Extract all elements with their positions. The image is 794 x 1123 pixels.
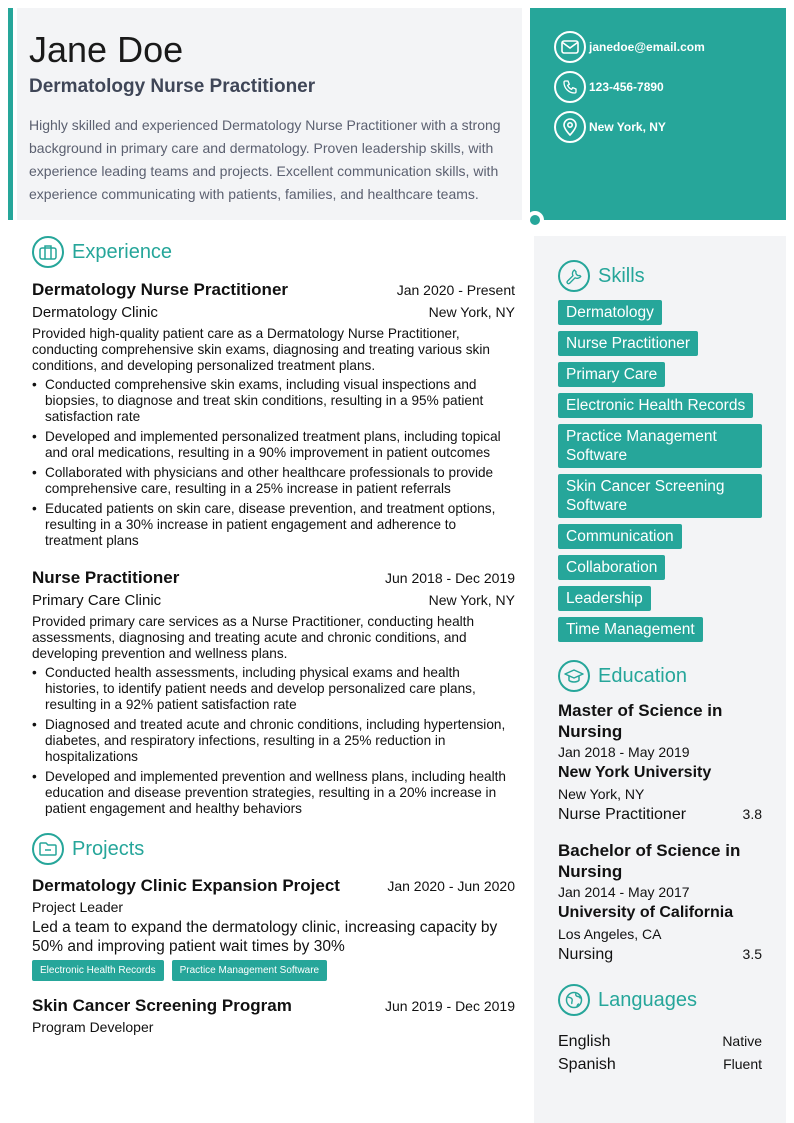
decorative-dot (526, 211, 544, 229)
skill-badge: Electronic Health Records (558, 393, 753, 418)
skill-badge: Communication (558, 524, 682, 549)
education-header (558, 660, 762, 692)
education-dates: Jan 2018 - May 2019 (558, 744, 690, 760)
skill-badge: Skin Cancer Screening Software (558, 474, 762, 518)
language-name: Spanish (558, 1056, 616, 1073)
job-organization: Dermatology Clinic (32, 304, 158, 321)
projects-header (32, 833, 515, 865)
wrench-icon (558, 260, 590, 292)
location-text: New York, NY (589, 120, 666, 134)
education-gpa: 3.5 (742, 946, 762, 962)
project-role: Project Leader (32, 899, 124, 915)
job-bullet: • Conducted health assessments, including physical exams and health histories, to identify patient needs and develop personalized care plans, resulting in a 92% patient satisfaction rate (32, 665, 515, 713)
job-bullet: • Conducted comprehensive skin exams, including visual inspections and biopsies, to diagnose and treat skin conditions, resulting in a 95% patient satisfaction rate (32, 377, 515, 425)
education-location: Los Angeles, CA (558, 926, 662, 942)
project-tags (32, 960, 515, 981)
skills-title: Skills (598, 264, 645, 287)
education-gpa: 3.8 (742, 806, 762, 822)
job-title: Nurse Practitioner (32, 568, 180, 587)
map-pin-icon (554, 111, 586, 143)
contact-panel (530, 8, 786, 220)
job-organization: Primary Care Clinic (32, 592, 162, 609)
job-location: New York, NY (428, 304, 515, 320)
contact-email[interactable] (554, 31, 786, 63)
project-title: Dermatology Clinic Expansion Project (32, 876, 340, 895)
skills-list (558, 300, 762, 648)
skill-badge: Time Management (558, 617, 703, 642)
header-panel (17, 8, 522, 220)
education-degree: Master of Science in Nursing (558, 701, 723, 741)
education-field: Nurse Practitioner (558, 806, 687, 823)
job-description: Provided primary care services as a Nurse Practitioner, conducting health assessments, diagnosing and treating acute and chronic conditions, and developing prevention and wellness plans. (32, 614, 475, 661)
skill-badge: Collaboration (558, 555, 665, 580)
candidate-title: Dermatology Nurse Practitioner (29, 76, 316, 97)
contact-phone[interactable] (554, 71, 786, 103)
skill-badge: Dermatology (558, 300, 662, 325)
job-description: Provided high-quality patient care as a Dermatology Nurse Practitioner, conducting comprehensive skin exams, diagnosing and treating various skin conditions, and developing personalized treatment plans. (32, 326, 490, 373)
education-school: New York University (558, 764, 712, 781)
job-title: Dermatology Nurse Practitioner (32, 280, 289, 299)
job-bullet: • Educated patients on skin care, disease prevention, and treatment options, resulting in a 30% increase in patient engagement and adherence to treatment plans (32, 501, 515, 549)
project-tag: Electronic Health Records (32, 960, 164, 981)
profile-summary: Highly skilled and experienced Dermatology Nurse Practitioner with a strong background in primary care and dermatology. Proven leadership skills, with experience leading teams and projects. Excellent communication skills, with experience communicating with patients, families, and healthcare teams. (29, 117, 501, 202)
project-dates: Jun 2019 - Dec 2019 (385, 998, 515, 1014)
skill-badge: Practice Management Software (558, 424, 762, 468)
briefcase-icon (32, 236, 64, 268)
education-title: Education (598, 664, 687, 687)
job-bullet: • Developed and implemented prevention and wellness plans, including health education and disease prevention strategies, resulting in a 20% increase in patient engagement and healthy behaviors (32, 769, 515, 817)
project-tag: Practice Management Software (172, 960, 328, 981)
job-entry (32, 279, 515, 549)
project-role: Program Developer (32, 1019, 154, 1035)
skills-header (558, 260, 762, 292)
project-entry (32, 875, 515, 981)
sidebar (534, 236, 786, 1123)
languages-title: Languages (598, 988, 697, 1011)
job-dates: Jun 2018 - Dec 2019 (385, 570, 515, 586)
projects-title: Projects (72, 837, 145, 860)
experience-title: Experience (72, 240, 173, 263)
education-entry (558, 840, 762, 966)
folder-icon (32, 833, 64, 865)
job-bullet: • Developed and implemented personalized treatment plans, including topical and oral medications, resulting in a 90% improvement in patient outcomes (32, 429, 515, 461)
language-row (558, 1030, 762, 1053)
job-bullet: • Collaborated with physicians and other healthcare professionals to provide comprehensive care, resulting in a 25% increase in patient referrals (32, 465, 515, 497)
contact-location (554, 111, 786, 143)
language-row (558, 1053, 762, 1076)
education-degree: Bachelor of Science in Nursing (558, 841, 741, 881)
languages-header (558, 984, 762, 1016)
job-bullets (32, 377, 515, 549)
experience-header (32, 236, 515, 268)
language-level: Native (722, 1033, 762, 1049)
candidate-name: Jane Doe (29, 29, 184, 70)
education-field: Nursing (558, 946, 614, 963)
education-dates: Jan 2014 - May 2017 (558, 884, 690, 900)
job-entry (32, 567, 515, 817)
language-level: Fluent (723, 1056, 762, 1072)
job-location: New York, NY (428, 592, 515, 608)
mail-icon (554, 31, 586, 63)
education-school: University of California (558, 904, 734, 921)
globe-icon (558, 984, 590, 1016)
email-text: janedoe@email.com (589, 40, 705, 54)
header-accent-bar (8, 8, 13, 220)
language-name: English (558, 1033, 611, 1050)
project-description: Led a team to expand the dermatology clinic, increasing capacity by 50% and improving patient wait times by 30% (32, 919, 498, 955)
job-bullet: • Diagnosed and treated acute and chronic conditions, including hypertension, diabetes, and respiratory infections, resulting in a 25% reduction in hospitalizations (32, 717, 515, 765)
project-dates: Jan 2020 - Jun 2020 (387, 878, 515, 894)
skill-badge: Primary Care (558, 362, 665, 387)
education-location: New York, NY (558, 786, 645, 802)
project-title: Skin Cancer Screening Program (32, 996, 292, 1015)
main-column (32, 236, 515, 1035)
job-dates: Jan 2020 - Present (396, 282, 515, 298)
education-entry (558, 700, 762, 826)
languages-list (558, 1030, 762, 1076)
graduation-cap-icon (558, 660, 590, 692)
skill-badge: Leadership (558, 586, 651, 611)
project-entry (32, 995, 515, 1035)
phone-text: 123-456-7890 (589, 80, 664, 94)
phone-icon (554, 71, 586, 103)
job-bullets (32, 665, 515, 817)
skill-badge: Nurse Practitioner (558, 331, 698, 356)
